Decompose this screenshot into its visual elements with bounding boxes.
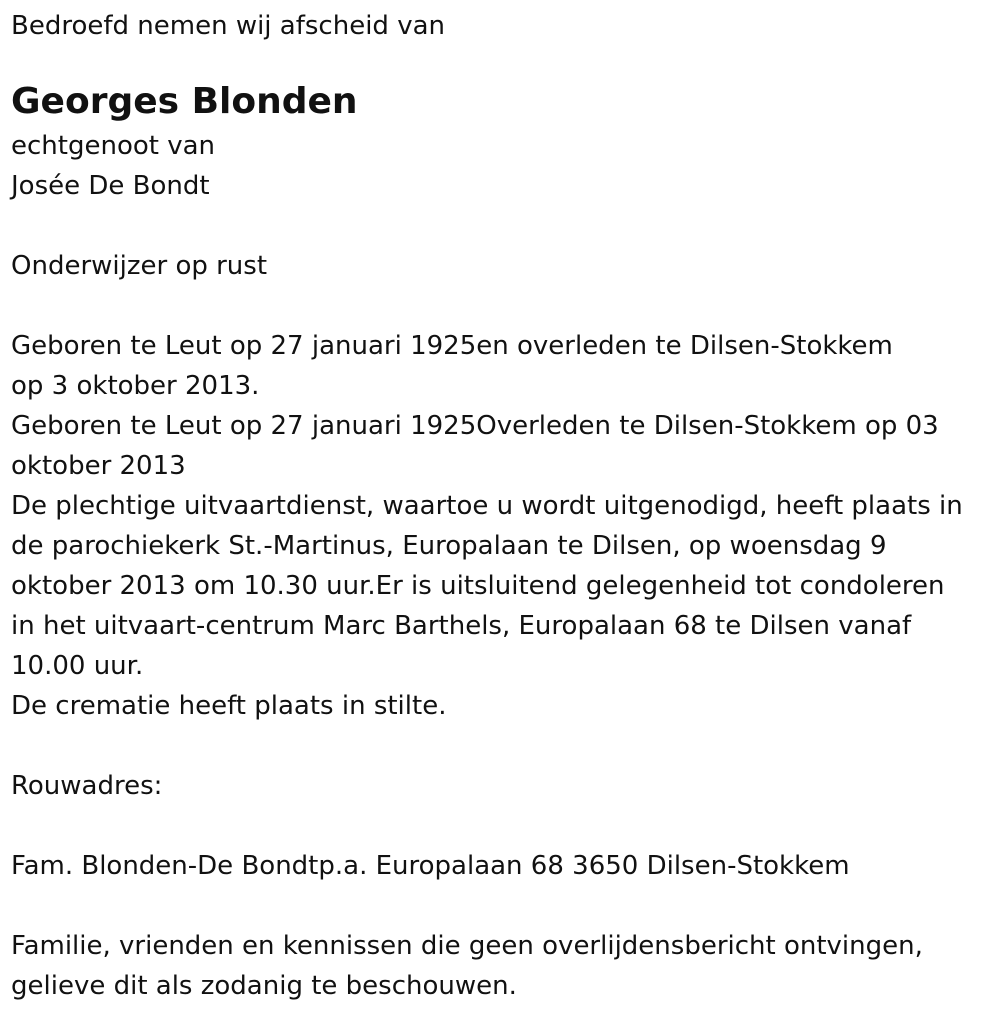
details-line: Geboren te Leut op 27 januari 1925en overleden te Dilsen-Stokkem bbox=[11, 331, 893, 361]
relation-text: echtgenoot van bbox=[11, 131, 216, 161]
details-line: de parochiekerk St.-Martinus, Europalaan te Dilsen, op woensdag 9 bbox=[11, 531, 887, 561]
closing-line: gelieve dit als zodanig te beschouwen. bbox=[11, 971, 517, 1001]
spouse-name: Josée De Bondt bbox=[11, 171, 210, 201]
spacer bbox=[11, 886, 996, 926]
spacer bbox=[11, 206, 996, 246]
details-line: op 3 oktober 2013. bbox=[11, 371, 260, 401]
details-line: 10.00 uur. bbox=[11, 651, 144, 681]
spacer bbox=[11, 286, 996, 326]
details-line: De plechtige uitvaartdienst, waartoe u wordt uitgenodigd, heeft plaats in bbox=[11, 491, 963, 521]
details-line: oktober 2013 om 10.30 uur.Er is uitsluitend gelegenheid tot condoleren bbox=[11, 571, 945, 601]
profession-text: Onderwijzer op rust bbox=[11, 251, 268, 281]
spacer bbox=[11, 46, 996, 78]
address-value: Fam. Blonden-De Bondtp.a. Europalaan 68 3650 Dilsen-Stokkem bbox=[11, 851, 850, 881]
spacer bbox=[11, 726, 996, 766]
details-line: Geboren te Leut op 27 januari 1925Overleden te Dilsen-Stokkem op 03 bbox=[11, 411, 939, 441]
address-label: Rouwadres: bbox=[11, 771, 163, 801]
deceased-name: Georges Blonden bbox=[11, 81, 358, 122]
obituary-notice bbox=[11, 6, 996, 1006]
closing-line: Familie, vrienden en kennissen die geen overlijdensbericht ontvingen, bbox=[11, 931, 923, 961]
intro-text: Bedroefd nemen wij afscheid van bbox=[11, 11, 445, 41]
spacer bbox=[11, 806, 996, 846]
details-line: De crematie heeft plaats in stilte. bbox=[11, 691, 447, 721]
details-line: oktober 2013 bbox=[11, 451, 186, 481]
details-line: in het uitvaart-centrum Marc Barthels, Europalaan 68 te Dilsen vanaf bbox=[11, 611, 912, 641]
